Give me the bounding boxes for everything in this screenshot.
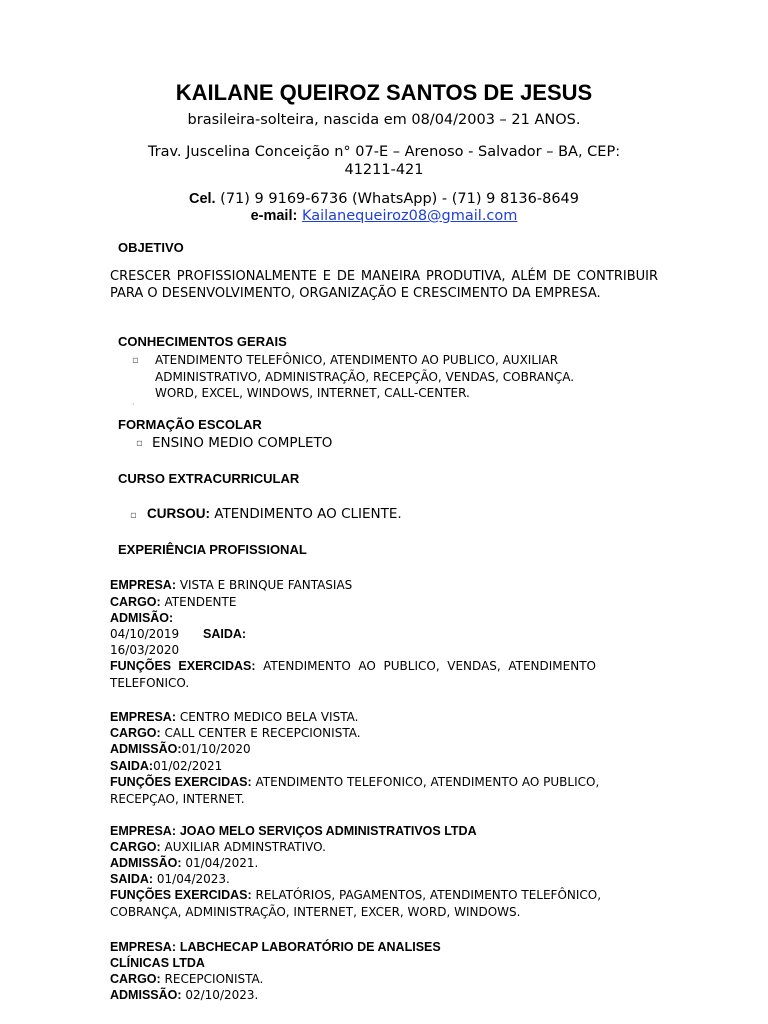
job-3-funcoes: FUNÇÕES EXERCIDAS: RELATÓRIOS, PAGAMENTOS, ATENDIMENTO TELEFÔNICO, COBRANÇA, ADMINISTRAÇÃO, INTERNET, EXCER, WORD, WINDOWS. <box>110 888 602 919</box>
candidate-name: KAILANE QUEIROZ SANTOS DE JESUS <box>175 80 593 105</box>
job-4-empresa-line-2: CLÍNICAS LTDA <box>110 956 205 970</box>
address-line-1: Trav. Juscelina Conceição n° 07-E – Arenoso - Salvador – BA, CEP: <box>147 144 621 160</box>
job-4-admissao: ADMISSÃO: 02/10/2023. <box>110 988 259 1002</box>
job-1-cargo: CARGO: ATENDENTE <box>110 595 237 609</box>
bullet-icon: ▫ <box>130 510 137 521</box>
job-1-admissao-label: ADMISÃO: <box>110 611 174 625</box>
curso-value: ATENDIMENTO AO CLIENTE. <box>214 506 402 522</box>
bullet-icon: ▫ <box>132 355 139 366</box>
job-2-saida: SAIDA:01/02/2021 <box>110 759 223 773</box>
job-4-empresa: EMPRESA: LABCHECAP LABORATÓRIO DE ANALISES <box>110 940 441 954</box>
address-line-2: 41211-421 <box>344 162 424 178</box>
objetivo-text: CRESCER PROFISSIONALMENTE E DE MANEIRA PRODUTIVA, ALÉM DE CONTRIBUIR PARA O DESENVOLVIMENTO, ORGANIZAÇÃO E CRESCIMENTO DA EMPRESA. <box>110 269 658 301</box>
conhecimentos-line-3: WORD, EXCEL, WINDOWS, INTERNET, CALL-CENTER. <box>155 386 470 400</box>
job-1-saida-label: SAIDA: <box>203 627 247 641</box>
job-2-empresa: EMPRESA: CENTRO MEDICO BELA VISTA. <box>110 710 359 724</box>
job-2-funcoes: FUNÇÕES EXERCIDAS: ATENDIMENTO TELEFONICO, ATENDIMENTO AO PUBLICO, RECEPÇAO, INTERNET. <box>110 775 600 806</box>
cel-value: (71) 9 9169-6736 (WhatsApp) - (71) 9 8136-8649 <box>220 191 580 207</box>
job-2-admissao: ADMISSÃO:01/10/2020 <box>110 742 251 756</box>
job-1-saida-value: 16/03/2020 <box>110 643 180 657</box>
job-3-empresa: EMPRESA: JOAO MELO SERVIÇOS ADMINISTRATIVOS LTDA <box>110 824 477 838</box>
section-title-curso: CURSO EXTRACURRICULAR <box>118 471 300 486</box>
conhecimentos-line-2: ADMINISTRATIVO, ADMINISTRAÇÃO, RECEPÇÃO, VENDAS, COBRANÇA. <box>155 369 575 384</box>
section-title-formacao: FORMAÇÃO ESCOLAR <box>118 417 262 432</box>
email-label: e-mail: <box>250 208 298 224</box>
conhecimentos-line-1: ATENDIMENTO TELEFÔNICO, ATENDIMENTO AO PUBLICO, AUXILIAR <box>155 353 559 367</box>
job-3-admissao: ADMISSÃO: 01/04/2021. <box>110 856 259 870</box>
job-1-empresa: EMPRESA: VISTA E BRINQUE FANTASIAS <box>110 578 353 592</box>
job-2-cargo: CARGO: CALL CENTER E RECEPCIONISTA. <box>110 726 361 740</box>
section-title-experiencia: EXPERIÊNCIA PROFISSIONAL <box>118 542 307 557</box>
formacao-item: ENSINO MEDIO COMPLETO <box>152 435 333 451</box>
email-link[interactable]: Kailanequeiroz08@gmail.com <box>301 208 518 224</box>
personal-info: brasileira-solteira, nascida em 08/04/2003 – 21 ANOS. <box>187 112 581 128</box>
curso-item <box>147 506 402 522</box>
job-1-admissao-value: 04/10/2019 <box>110 627 180 641</box>
section-title-conhecimentos: CONHECIMENTOS GERAIS <box>118 334 287 349</box>
cel-label: Cel. <box>188 191 216 207</box>
job-3-saida: SAIDA: 01/04/2023. <box>110 872 230 886</box>
job-4-cargo: CARGO: RECEPCIONISTA. <box>110 972 264 986</box>
job-1-funcoes: FUNÇÕES EXERCIDAS: ATENDIMENTO AO PUBLICO, VENDAS, ATENDIMENTO TELEFONICO. <box>110 659 596 690</box>
bullet-icon: ▫ <box>136 438 143 449</box>
section-title-objetivo: OBJETIVO <box>118 240 184 255</box>
conhecimentos-list <box>155 352 625 402</box>
email-line <box>0 207 768 225</box>
curso-label: CURSOU: <box>147 506 210 521</box>
phone-line <box>0 190 768 208</box>
empty-bullet-icon: · <box>132 400 135 409</box>
job-3-cargo: CARGO: AUXILIAR ADMINSTRATIVO. <box>110 840 326 854</box>
